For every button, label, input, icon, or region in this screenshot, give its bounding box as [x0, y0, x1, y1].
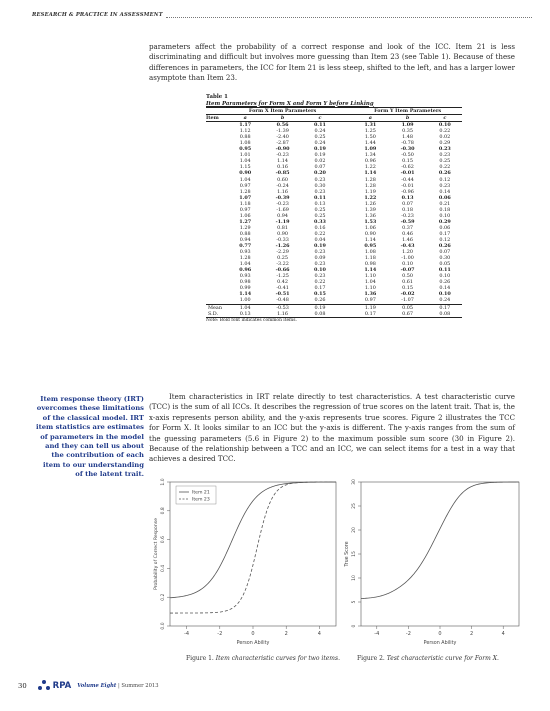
cell-xb: -3.22	[276, 261, 289, 268]
cell-xb: -1.19	[275, 218, 290, 225]
y-tick-label: 25	[352, 503, 357, 509]
x-tick-label: -2	[217, 631, 223, 637]
table-body	[206, 122, 462, 318]
cell-xc: 0.11	[314, 122, 326, 129]
y-tick-label: 0.6	[161, 536, 166, 544]
cell-yb: 1.09	[401, 122, 414, 129]
cell-yb: 0.35	[402, 128, 414, 135]
cell-xc: 0.13	[314, 200, 326, 207]
cell-yb: 1.46	[402, 236, 414, 243]
x-tick-label: -2	[405, 631, 411, 637]
figure-2	[343, 478, 523, 650]
cell-ya: 1.44	[364, 140, 376, 147]
figure-1-chart	[152, 478, 340, 650]
col-header-xb: b	[262, 115, 302, 122]
cell-yc: 0.07	[439, 249, 451, 256]
x-axis-label: Person Ability	[423, 641, 457, 646]
cell-ya: 1.28	[364, 176, 376, 183]
cell-xb: 0.90	[277, 230, 289, 237]
cell-xa: 1.04	[239, 261, 251, 268]
cell-yb: -0.78	[401, 140, 414, 147]
cell-ya: 0.95	[364, 243, 377, 250]
cell-ya: 0.97	[364, 297, 376, 304]
cell-yc: 0.23	[439, 182, 451, 189]
cell-yc: 0.29	[438, 218, 451, 225]
cell-ya: 1.10	[364, 273, 376, 280]
cell-yc: 0.10	[438, 122, 451, 129]
cell-xb: -0.66	[275, 267, 290, 274]
cell-xb: 1.16	[277, 188, 289, 195]
cell-xb: -0.90	[275, 146, 290, 153]
parameter-table	[206, 107, 462, 318]
series-line-1	[361, 482, 519, 599]
cell-xa: 1.28	[239, 255, 251, 262]
cell-xc: 0.23	[314, 273, 326, 280]
cell-xb: 1.14	[277, 158, 289, 165]
cell-xb: 1.16	[262, 311, 302, 318]
intro-paragraph: parameters affect the probability of a correct response and look of the ICC. Item 21 is less discriminating and difficult but involves more guessing than Item 23 (see Table 1). Because of these differences in parameters, the ICC for Item 21 is less steep, shifted to the left, and has a larger lower asymptote than Item 23.	[149, 42, 515, 83]
cell-xc: 0.17	[314, 285, 326, 292]
cell-xb: 0.60	[277, 176, 289, 183]
cell-yc: 0.06	[438, 194, 451, 201]
cell-xb: 0.56	[276, 122, 289, 129]
cell-xc: 0.23	[314, 188, 326, 195]
cell-ya: 1.22	[364, 194, 377, 201]
cell-item: S.D.	[206, 311, 228, 318]
cell-xa: 0.90	[239, 170, 252, 177]
cell-ya: 1.39	[364, 206, 376, 213]
cell-ya: 1.09	[364, 146, 377, 153]
x-tick-label: 0	[438, 631, 442, 637]
cell-xc: 0.19	[303, 304, 337, 311]
legend-label: Item 21	[192, 490, 210, 496]
col-header-ya: a	[353, 115, 387, 122]
cell-xa: 1.15	[239, 164, 251, 171]
cell-yc: 0.08	[428, 311, 462, 318]
cell-ya: 1.08	[364, 249, 376, 256]
cell-ya: 0.17	[353, 311, 387, 318]
cell-xb: 0.25	[277, 255, 289, 262]
cell-xb: -0.85	[275, 170, 290, 177]
cell-xa: 1.08	[239, 140, 251, 147]
cell-xa: 1.12	[239, 128, 251, 135]
cell-yb: 0.10	[402, 261, 414, 268]
cell-ya: 1.06	[364, 224, 376, 231]
y-tick-label: 15	[352, 551, 357, 557]
x-tick-label: 4	[317, 631, 321, 637]
x-tick-label: 2	[470, 631, 474, 637]
cell-yb: -0.96	[401, 188, 414, 195]
cell-xc: 0.25	[314, 134, 326, 141]
cell-xa: 0.93	[239, 273, 251, 280]
table-row-sd	[206, 311, 462, 318]
figure-1-caption	[186, 655, 340, 662]
cell-xc: 0.19	[314, 146, 326, 153]
x-tick-label: -4	[184, 631, 190, 637]
cell-xa: 1.07	[239, 194, 252, 201]
cell-ya: 1.19	[353, 304, 387, 311]
cell-yc: 0.30	[439, 255, 451, 262]
cell-xa: 0.97	[239, 206, 251, 213]
cell-yb: 0.61	[402, 279, 414, 286]
cell-xb: -1.69	[276, 206, 289, 213]
cell-yb: -0.59	[400, 218, 415, 225]
cell-yc: 0.25	[439, 158, 451, 165]
cell-xa: 0.93	[239, 249, 251, 256]
cell-xc: 0.30	[314, 182, 326, 189]
cell-xb: -2.40	[276, 134, 289, 141]
cell-xa: 1.04	[239, 176, 251, 183]
cell-xa: 1.00	[239, 297, 251, 304]
cell-xc: 0.33	[314, 218, 326, 225]
cell-xa: 1.28	[239, 188, 251, 195]
y-tick-label: 0.8	[161, 507, 166, 515]
cell-yc: 0.24	[439, 297, 451, 304]
cell-yb: -0.01	[401, 182, 414, 189]
group-header-x: Form X Item Parameters	[228, 108, 337, 115]
cell-yc: 0.26	[439, 279, 451, 286]
cell-yb: -0.62	[401, 164, 414, 171]
cell-yc: 0.18	[439, 206, 451, 213]
cell-ya: 1.14	[364, 236, 376, 243]
y-tick-label: 0.4	[161, 564, 166, 572]
cell-ya: 1.28	[364, 182, 376, 189]
cell-yb: 0.15	[402, 158, 414, 165]
cell-xc: 0.15	[314, 291, 326, 298]
table-subtitle: Item Parameters for Form X and Form Y before Linking	[206, 100, 374, 107]
cell-yb: 0.13	[401, 194, 414, 201]
cell-ya: 1.04	[364, 279, 376, 286]
running-head-text: RESEARCH & PRACTICE IN ASSESSMENT	[32, 12, 163, 18]
footer-issue: Summer 2013	[121, 683, 159, 689]
cell-yb: -0.44	[401, 176, 414, 183]
body-paragraph: Item characteristics in IRT relate directly to test characteristics. A test characteristic curve (TCC) is the sum of all ICCs. It describes the regression of true scores on the latent trait. That is, the x-axis represents person ability, and the y-axis represents true scores. Figure 2 illustrates the TCC for Form X. It looks similar to an ICC but the y-axis is different. The y-axis ranges from the sum of the guessing parameters (5.6 in Figure 2) to the maximum possible sum score (30 in Figure 2). Because of the relationship between a TCC and an ICC, we can select items for a test in a way that achieves a desired TCC.	[149, 392, 515, 464]
cell-xc: 0.19	[314, 152, 326, 159]
cell-yc: 0.10	[438, 291, 451, 298]
cell-yb: -0.30	[400, 146, 415, 153]
cell-yb: 0.05	[388, 304, 428, 311]
cell-xc: 0.11	[314, 194, 326, 201]
y-tick-label: 30	[352, 479, 357, 485]
cell-xc: 0.25	[314, 206, 326, 213]
page-number: 30	[18, 682, 27, 690]
cell-ya: 1.14	[364, 170, 377, 177]
cell-yb: 0.50	[402, 273, 414, 280]
cell-xa: 0.95	[239, 146, 252, 153]
cell-yb: -0.07	[400, 267, 415, 274]
x-axis-label: Person Ability	[236, 641, 270, 646]
cell-xb: -1.25	[276, 273, 289, 280]
cell-yb: 0.67	[388, 311, 428, 318]
cell-xb: -0.41	[276, 285, 289, 292]
cell-yb: 1.20	[402, 249, 414, 256]
cell-ya: 1.19	[364, 188, 376, 195]
cell-yb: 0.18	[402, 206, 414, 213]
cell-xa: 1.06	[239, 212, 251, 219]
cell-yc: 0.29	[439, 140, 451, 147]
cell-xb: -0.39	[275, 194, 290, 201]
page-footer	[18, 676, 159, 696]
y-tick-label: 0.2	[161, 593, 166, 601]
cell-yb: 0.37	[402, 224, 414, 231]
cell-ya: 1.36	[364, 212, 376, 219]
cell-yb: -1.00	[401, 255, 414, 262]
cell-xa: 0.98	[239, 279, 251, 286]
col-header-yc: c	[428, 115, 462, 122]
cell-xb: -0.24	[276, 182, 289, 189]
figure-1	[152, 478, 340, 650]
cell-ya: 0.98	[364, 261, 376, 268]
cell-yb: -1.07	[401, 297, 414, 304]
y-axis-label: True Score	[345, 541, 350, 567]
cell-xc: 0.02	[314, 158, 326, 165]
y-tick-label: 1.0	[161, 478, 166, 486]
cell-xb: 0.94	[277, 212, 289, 219]
group-header-y: Form Y Item Parameters	[353, 108, 462, 115]
cell-ya: 1.50	[364, 134, 376, 141]
figure-2-chart	[343, 478, 523, 650]
figure-1-caption-label: Figure 1.	[186, 655, 214, 662]
cell-yc: 0.17	[439, 230, 451, 237]
cell-yc: 0.14	[439, 285, 451, 292]
cell-yc: 0.02	[439, 134, 451, 141]
cell-xb: -1.26	[275, 243, 290, 250]
cell-xc: 0.04	[314, 236, 326, 243]
cell-yc: 0.17	[428, 304, 462, 311]
y-tick-label: 5	[352, 600, 357, 604]
cell-xc: 0.23	[314, 249, 326, 256]
cell-xa: 1.27	[239, 218, 252, 225]
cell-xa: 1.29	[239, 224, 251, 231]
cell-item: Mean	[206, 304, 228, 311]
cell-yb: 0.46	[402, 230, 414, 237]
cell-yb: 0.15	[402, 285, 414, 292]
cell-xc: 0.23	[314, 261, 326, 268]
cell-xb: -0.23	[276, 200, 289, 207]
col-header-item: Item	[206, 115, 228, 122]
cell-yb: -0.23	[401, 212, 414, 219]
rpa-logo-icon	[37, 679, 51, 693]
cell-xb: 0.16	[277, 164, 289, 171]
cell-yc: 0.12	[439, 236, 451, 243]
figure-2-caption-text: Test characteristic curve for Form X.	[386, 655, 499, 662]
cell-ya: 0.90	[364, 230, 376, 237]
cell-xb: -0.23	[276, 152, 289, 159]
cell-ya: 1.22	[364, 164, 376, 171]
cell-ya: 1.36	[364, 291, 377, 298]
cell-ya: 1.53	[364, 218, 377, 225]
cell-xc: 0.19	[314, 243, 326, 250]
cell-xa: 0.88	[239, 134, 251, 141]
cell-xc: 0.26	[314, 297, 326, 304]
x-tick-label: -4	[374, 631, 380, 637]
x-tick-label: 2	[284, 631, 288, 637]
cell-yc: 0.22	[439, 128, 451, 135]
cell-yc: 0.23	[438, 146, 451, 153]
table-1	[206, 94, 462, 324]
cell-yb: -0.02	[400, 291, 415, 298]
cell-yb: 1.48	[402, 134, 414, 141]
cell-yc: 0.10	[439, 273, 451, 280]
cell-xa: 0.77	[239, 243, 252, 250]
cell-xc: 0.22	[314, 279, 326, 286]
pull-quote: Item response theory (IRT) overcomes these limitations of the classical model. IRT item statistics are estimates of parameters in the model and they can tell us about the contribution of each item to our understanding of the latent trait.	[35, 395, 144, 479]
table-note: Note: Bold font indicates common items.	[206, 317, 297, 323]
running-head-rule	[166, 13, 532, 18]
legend-label: Item 23	[192, 497, 210, 503]
figure-1-caption-text: Item characteristic curves for two items.	[215, 655, 340, 662]
cell-xa: 1.17	[239, 122, 252, 129]
cell-xa: 1.18	[239, 200, 251, 207]
cell-xc: 0.08	[303, 311, 337, 318]
cell-xa: 0.88	[239, 230, 251, 237]
cell-xa: 1.04	[228, 304, 262, 311]
cell-xc: 0.22	[314, 230, 326, 237]
plot-frame	[361, 482, 519, 626]
cell-xa: 0.13	[228, 311, 262, 318]
cell-xa: 0.99	[239, 285, 251, 292]
cell-xb: -0.33	[276, 236, 289, 243]
cell-xc: 0.25	[314, 212, 326, 219]
cell-yc: 0.21	[439, 200, 451, 207]
cell-yc: 0.10	[439, 212, 451, 219]
cell-ya: 1.31	[364, 122, 377, 129]
cell-xa: 1.04	[239, 158, 251, 165]
cell-yc: 0.22	[439, 164, 451, 171]
cell-xa: 0.97	[239, 182, 251, 189]
cell-yc: 0.12	[439, 176, 451, 183]
cell-yc: 0.23	[439, 152, 451, 159]
cell-xc: 0.09	[314, 255, 326, 262]
cell-xa: 1.01	[239, 152, 251, 159]
cell-xb: -1.39	[276, 128, 289, 135]
cell-xa: 1.14	[239, 291, 252, 298]
cell-xc: 0.24	[314, 140, 326, 147]
cell-xa: 0.96	[239, 267, 252, 274]
figure-2-caption	[357, 655, 499, 662]
cell-yc: 0.05	[439, 261, 451, 268]
y-axis-label: Probability of Correct Response	[154, 518, 159, 590]
cell-yb: -0.43	[400, 243, 415, 250]
figure-2-caption-label: Figure 2.	[357, 655, 385, 662]
cell-yb: -0.01	[400, 170, 415, 177]
y-tick-label: 10	[352, 575, 357, 581]
cell-yb: -0.50	[401, 152, 414, 159]
x-tick-label: 4	[501, 631, 505, 637]
cell-yc: 0.06	[439, 224, 451, 231]
footer-volume-text: Volume Eight	[77, 683, 117, 689]
y-tick-label: 20	[352, 527, 357, 533]
cell-xc: 0.24	[314, 128, 326, 135]
col-header-xa: a	[228, 115, 262, 122]
col-header-yb: b	[388, 115, 428, 122]
cell-xb: -0.53	[262, 304, 302, 311]
cell-ya: 1.18	[364, 255, 376, 262]
col-header-xc: c	[303, 115, 337, 122]
y-tick-label: 0.0	[161, 622, 166, 630]
cell-xa: 0.94	[239, 236, 251, 243]
cell-xb: 0.42	[277, 279, 289, 286]
cell-yc: 0.26	[438, 170, 451, 177]
cell-xc: 0.16	[314, 224, 326, 231]
cell-xb: -0.48	[276, 297, 289, 304]
cell-ya: 1.10	[364, 285, 376, 292]
cell-xc: 0.10	[314, 267, 326, 274]
cell-xb: -2.29	[276, 249, 289, 256]
cell-ya: 1.25	[364, 128, 376, 135]
cell-ya: 1.14	[364, 267, 377, 274]
cell-xc: 0.23	[314, 176, 326, 183]
table-title: Table 1	[206, 94, 228, 100]
cell-xb: -2.87	[276, 140, 289, 147]
cell-xc: 0.07	[314, 164, 326, 171]
footer-volume: Volume Eight | Summer 2013	[77, 683, 159, 689]
cell-yc: 0.26	[438, 243, 451, 250]
cell-xc: 0.20	[314, 170, 326, 177]
cell-ya: 1.26	[364, 200, 376, 207]
cell-yb: 0.07	[402, 200, 414, 207]
cell-ya: 0.96	[364, 158, 376, 165]
footer-brand: RPA	[52, 681, 72, 691]
x-tick-label: 0	[251, 631, 255, 637]
cell-xb: -0.51	[275, 291, 290, 298]
cell-yc: 0.14	[439, 188, 451, 195]
running-head	[32, 9, 532, 21]
cell-ya: 1.34	[364, 152, 376, 159]
cell-yc: 0.11	[438, 267, 451, 274]
y-tick-label: 0	[352, 624, 357, 628]
cell-xb: 0.81	[277, 224, 289, 231]
